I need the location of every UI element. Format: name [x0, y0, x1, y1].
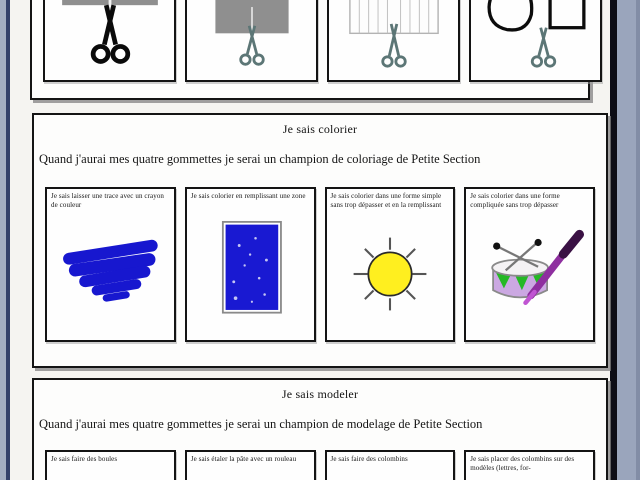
section-title: Je sais colorier: [282, 122, 358, 136]
skill-box-cut-strip: [43, 0, 176, 82]
color-box-row: [45, 187, 595, 342]
section-decouper: [30, 0, 590, 100]
blue-filled-square-icon: [191, 201, 311, 338]
section-subtitle: Quand j'aurai mes quatre gommettes je serai un champion de coloriage de Petite Section: [39, 152, 481, 166]
skill-caption: Je sais laisser une trace avec un crayon de couleur: [51, 192, 165, 210]
page-frame-right: [610, 0, 640, 480]
model-box-row: [45, 450, 595, 480]
skill-caption: Je sais faire des colombins: [330, 455, 408, 463]
drum-icon: [470, 210, 590, 338]
skill-box-trace: [45, 187, 176, 342]
skill-box-colombins-modeles: [464, 450, 595, 480]
empty-area: [470, 473, 590, 480]
empty-area: [331, 464, 451, 480]
skill-box-rouleau: [185, 450, 316, 480]
skill-box-cut-square: [185, 0, 318, 82]
skill-box-simple-shape: [325, 187, 456, 342]
cut-box-row: [43, 0, 577, 82]
scissors-cutting-strip-icon: [49, 0, 171, 76]
scissors-cutting-shapes-icon: [475, 0, 597, 76]
scissors-cutting-striped-sheet-icon: [333, 0, 455, 76]
skill-box-complex-shape: [464, 187, 595, 342]
skill-box-fill-zone: [185, 187, 316, 342]
scissors-cutting-square-icon: [191, 0, 313, 76]
skill-caption: Je sais placer des colombins sur des modèles (lettres, for-: [470, 455, 575, 473]
section-modeler: [32, 378, 608, 480]
skill-box-cut-shapes: [469, 0, 602, 82]
page-frame-left: [0, 0, 10, 480]
skill-caption: Je sais faire des boules: [51, 455, 118, 463]
skill-caption: Je sais étaler la pâte avec un rouleau: [190, 455, 297, 463]
sun-icon: [331, 210, 451, 338]
skill-box-colombins: [325, 450, 456, 480]
section-colorier: [32, 113, 608, 368]
blue-scribble-icon: [51, 210, 171, 338]
empty-area: [51, 464, 171, 480]
skill-caption: Je sais colorier dans une forme compliquée sans trop dépasser: [470, 192, 560, 210]
section-subtitle: Quand j'aurai mes quatre gommettes je serai un champion de modelage de Petite Section: [39, 417, 483, 431]
skill-box-boules: [45, 450, 176, 480]
skill-box-cut-stripes: [327, 0, 460, 82]
skill-caption: Je sais colorier en remplissant une zone: [190, 192, 306, 200]
section-title: Je sais modeler: [281, 387, 359, 401]
skill-caption: Je sais colorier dans une forme simple sans trop dépasser et en la remplissant: [330, 192, 442, 210]
empty-area: [191, 464, 311, 480]
